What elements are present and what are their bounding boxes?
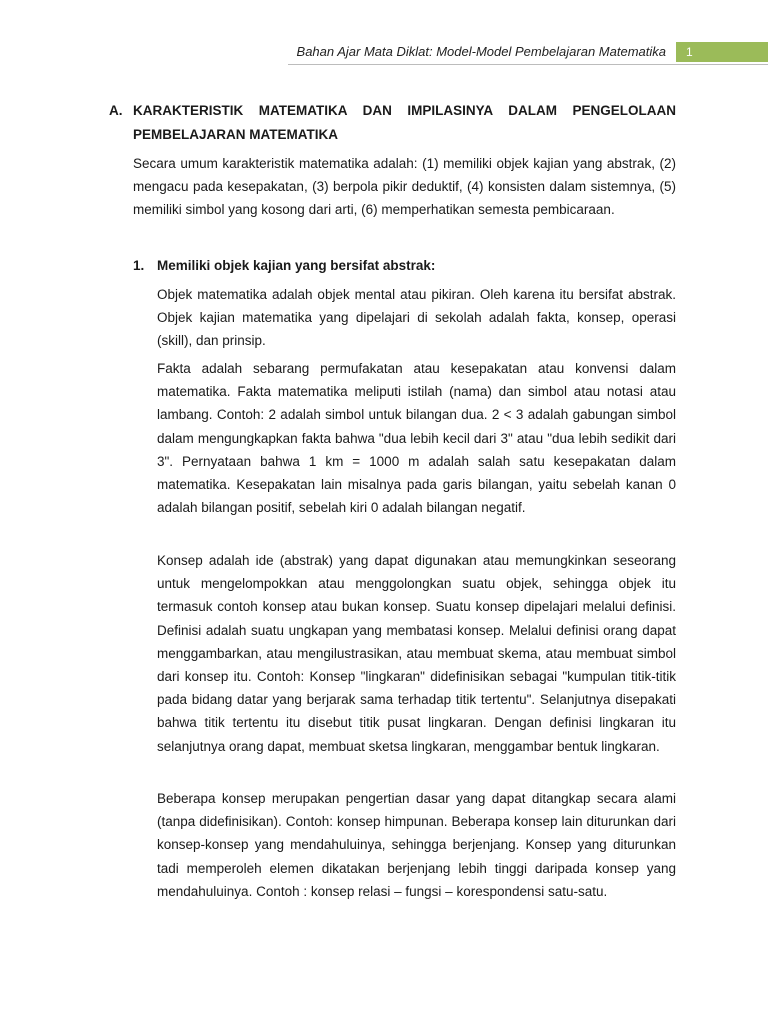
section-heading	[109, 99, 676, 147]
page-number: 1	[686, 45, 693, 59]
paragraph-konsep-lanjutan: Beberapa konsep merupakan pengertian dasar yang dapat ditangkap secara alami (tanpa didefinisikan). Contoh: konsep himpunan. Beberapa konsep lain diturunkan dari konsep-konsep yang mendahuluinya, sehingga berjenjang. Konsep yang diturunkan tadi memperoleh elemen dikatakan berjenjang lebih tinggi daripada konsep yang mendahuluinya. Contoh : konsep relasi – fungsi – korespondensi satu-satu.	[157, 791, 676, 899]
section-letter: A.	[109, 103, 123, 118]
subsection-number: 1.	[133, 258, 145, 273]
paragraph-konsep: Konsep adalah ide (abstrak) yang dapat digunakan atau memungkinkan seseorang untuk mengelompokkan atau menggolongkan suatu objek, sehingga objek itu termasuk contoh konsep atau bukan konsep. Suatu konsep dipelajari melalui definisi. Definisi adalah suatu ungkapan yang membatasi konsep. Melalui definisi orang dapat menggambarkan, atau mengilustrasikan, atau membuat skema, atau membuat simbol dari konsep itu. Contoh: Konsep "lingkaran" didefinisikan sebagai "kumpulan titik-titik pada bidang datar yang berjarak sama terhadap titik tertentu". Selanjutnya disepakati bahwa titik tertentu itu disebut titik pusat lingkaran. Dengan definisi lingkaran itu selanjutnya orang dapat, membuat sketsa lingkaran, menggambar bentuk lingkaran.	[157, 553, 676, 754]
section-intro-paragraph: Secara umum karakteristik matematika adalah: (1) memiliki objek kajian yang abstrak, (2) mengacu pada kesepakatan, (3) berpola pikir deduktif, (4) konsisten dalam sistemnya, (5) memiliki simbol yang kosong dari arti, (6) memperhatikan semesta pembicaraan.	[133, 156, 676, 218]
section-title: KARAKTERISTIK MATEMATIKA DAN IMPILASINYA DALAM PENGELOLAAN PEMBELAJARAN MATEMATIKA	[133, 103, 676, 142]
subsection-title: Memiliki objek kajian yang bersifat abstrak:	[157, 258, 436, 273]
header-title: Bahan Ajar Mata Diklat: Model-Model Pembelajaran Matematika	[296, 44, 666, 59]
paragraph-objek: Objek matematika adalah objek mental atau pikiran. Oleh karena itu bersifat abstrak. Objek kajian matematika yang dipelajari di sekolah adalah fakta, konsep, operasi (skill), dan prinsip.	[157, 287, 676, 349]
paragraph-fakta: Fakta adalah sebarang permufakatan atau kesepakatan atau konvensi dalam matematika. Fakta matematika meliputi istilah (nama) dan simbol atau notasi atau lambang. Contoh: 2 adalah simbol untuk bilangan dua. 2 < 3 adalah gabungan simbol dalam mengungkapkan fakta bahwa "dua lebih kecil dari 3" atau "dua lebih sedikit dari 3". Pernyataan bahwa 1 km = 1000 m adalah salah satu kesepakatan dalam matematika. Kesepakatan lain misalnya pada garis bilangan, yaitu sebelah kanan 0 adalah bilangan positif, sebelah kiri 0 adalah bilangan negatif.	[157, 361, 676, 516]
